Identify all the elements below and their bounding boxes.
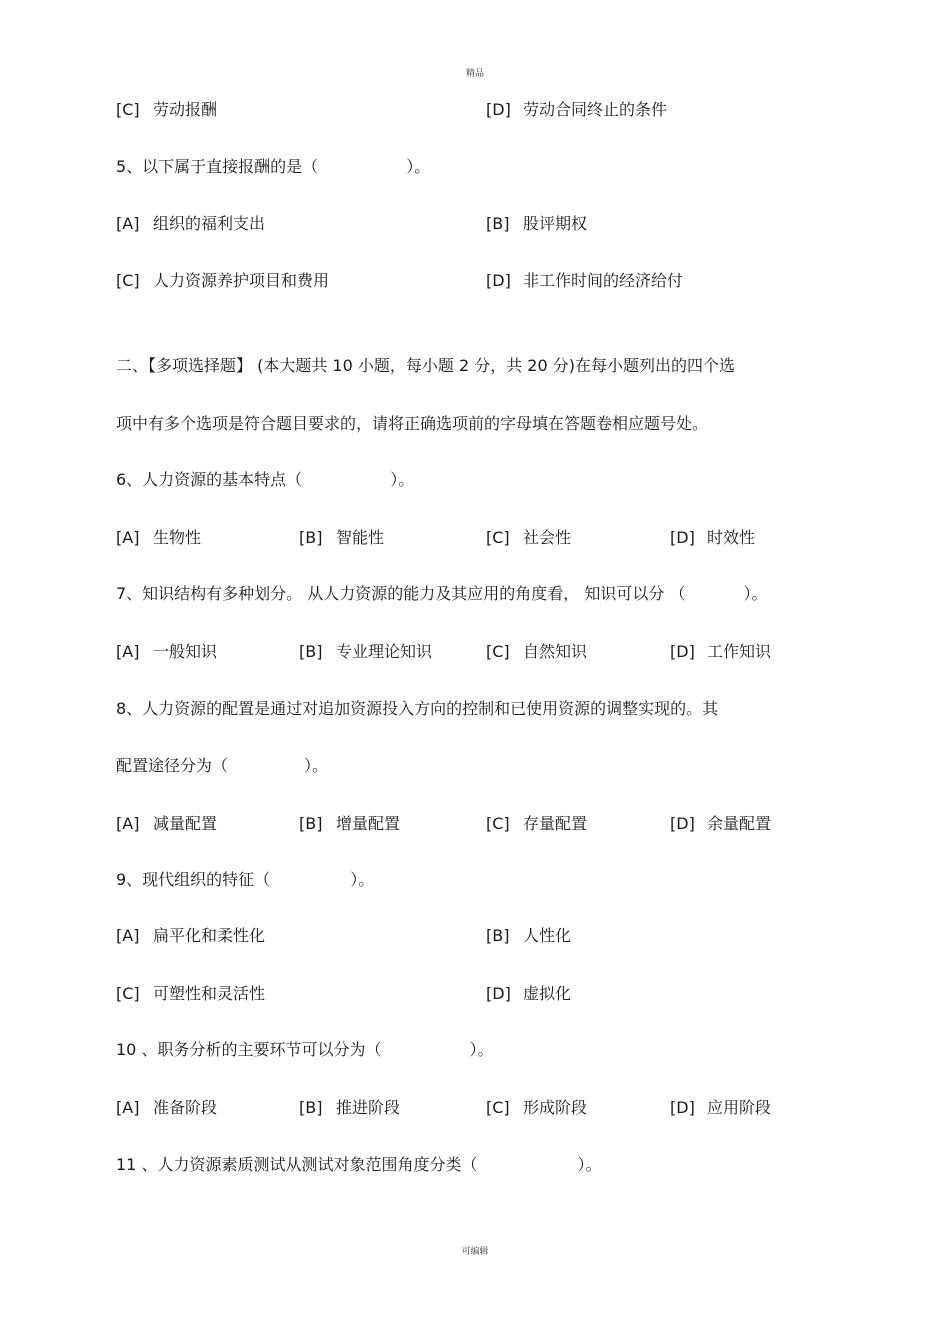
- option-q4-c: [C] 劳动报酬: [116, 100, 218, 119]
- question-8: 8、人力资源的配置是通过对追加资源投入方向的控制和已使用资源的调整实现的。其: [116, 699, 719, 718]
- question-7: 7、知识结构有多种划分。 从人力资源的能力及其应用的角度看， 知识可以分 （ ）。: [116, 584, 768, 603]
- option-q4-d: [D] 劳动合同终止的条件: [486, 100, 668, 119]
- option-q5-d: [D] 非工作时间的经济给付: [486, 271, 684, 290]
- option-q8-a: [A] 减量配置: [116, 814, 218, 833]
- option-q8-b: [B] 增量配置: [299, 814, 401, 833]
- option-q9-c: [C] 可塑性和灵活性: [116, 984, 266, 1003]
- option-q7-d: [D] 工作知识: [670, 642, 772, 661]
- option-q5-c: [C] 人力资源养护项目和费用: [116, 271, 330, 290]
- question-10: 10 、职务分析的主要环节可以分为（ ）。: [116, 1040, 494, 1059]
- question-5: 5、以下属于直接报酬的是（ ）。: [116, 157, 431, 176]
- section-2-instructions-line2: 项中有多个选项是符合题目要求的，请将正确选项前的字母填在答题卷相应题号处。: [116, 414, 709, 433]
- option-q9-a: [A] 扁平化和柔性化: [116, 926, 266, 945]
- section-2-instructions-line1: 二、【多项选择题】 (本大题共 10 小题，每小题 2 分，共 20 分)在每小题列出的四个选: [116, 356, 735, 375]
- option-q6-d: [D] 时效性: [670, 528, 756, 547]
- option-q10-c: [C] 形成阶段: [486, 1098, 588, 1117]
- option-q5-a: [A] 组织的福利支出: [116, 214, 266, 233]
- question-6: 6、人力资源的基本特点（ ）。: [116, 470, 415, 489]
- option-q6-b: [B] 智能性: [299, 528, 385, 547]
- option-q8-c: [C] 存量配置: [486, 814, 588, 833]
- question-11: 11 、人力资源素质测试从测试对象范围角度分类（ ）。: [116, 1155, 602, 1174]
- option-q5-b: [B] 股评期权: [486, 214, 588, 233]
- option-q9-d: [D] 虚拟化: [486, 984, 572, 1003]
- page-footer: 可编辑: [461, 1247, 489, 1257]
- option-q7-a: [A] 一般知识: [116, 642, 218, 661]
- question-9: 9、现代组织的特征（ ）。: [116, 870, 375, 889]
- page-header: 精品: [465, 69, 484, 79]
- option-q8-d: [D] 余量配置: [670, 814, 772, 833]
- option-q10-d: [D] 应用阶段: [670, 1098, 772, 1117]
- option-q10-a: [A] 准备阶段: [116, 1098, 218, 1117]
- option-q9-b: [B] 人性化: [486, 926, 572, 945]
- option-q6-c: [C] 社会性: [486, 528, 572, 547]
- option-q7-b: [B] 专业理论知识: [299, 642, 433, 661]
- question-8-continued: 配置途径分为（ ）。: [116, 756, 329, 775]
- option-q6-a: [A] 生物性: [116, 528, 202, 547]
- option-q10-b: [B] 推进阶段: [299, 1098, 401, 1117]
- option-q7-c: [C] 自然知识: [486, 642, 588, 661]
